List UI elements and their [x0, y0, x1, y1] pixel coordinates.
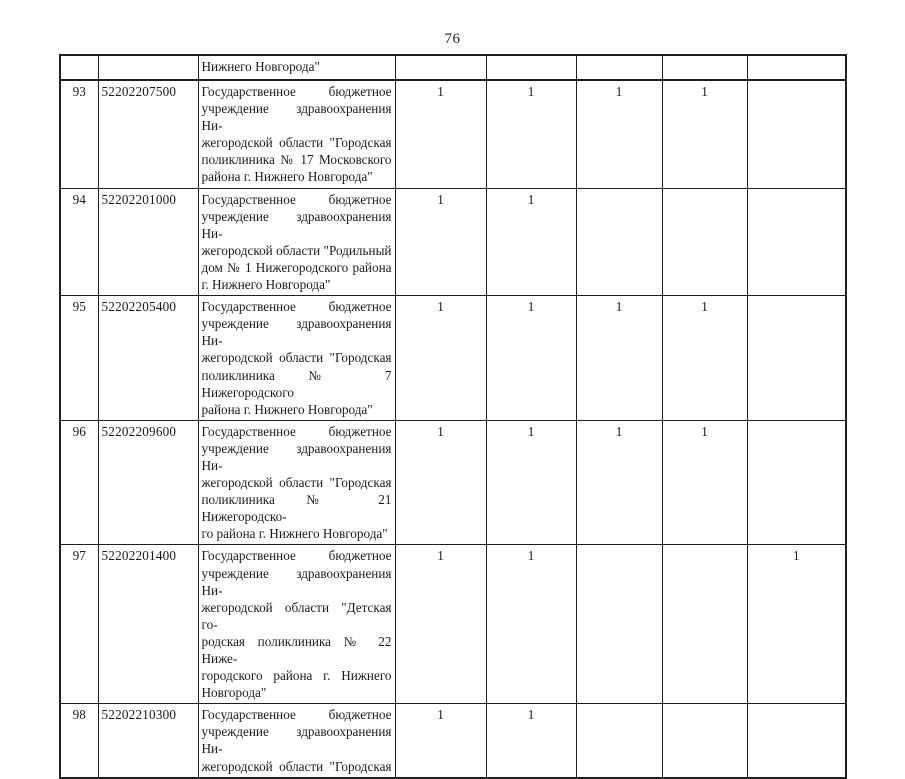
table-row	[60, 704, 846, 778]
row-number-cell: 98	[60, 704, 98, 778]
table-row	[60, 80, 846, 188]
row-number-cell	[60, 55, 98, 80]
institution-name-line: учреждение здравоохранения Ни-	[201, 101, 392, 134]
name-cell	[198, 296, 395, 421]
institution-name-line: родская поликлиника № 22 Ниже-	[201, 633, 392, 666]
institution-name-line: Государственное бюджетное	[201, 299, 392, 315]
value-cell: 1	[662, 296, 747, 421]
value-cell	[662, 545, 747, 704]
row-number-cell: 97	[60, 545, 98, 704]
institution-name-line: учреждение здравоохранения Ни-	[201, 316, 392, 349]
code-cell: 52202207500	[98, 80, 198, 188]
value-cell	[747, 80, 846, 188]
value-cell	[576, 188, 662, 296]
name-cell	[198, 55, 395, 80]
table-row	[60, 420, 846, 545]
institution-name-line: Государственное бюджетное	[201, 84, 392, 99]
value-cell	[576, 704, 662, 778]
code-cell	[98, 55, 198, 80]
institution-name-line: поликлиника № 7 Нижегородского	[201, 367, 392, 400]
table-row	[60, 296, 846, 421]
institution-name-line: дом № 1 Нижегородского района	[201, 259, 392, 275]
value-cell	[576, 545, 662, 704]
value-cell	[662, 704, 747, 778]
code-cell: 52202210300	[98, 704, 198, 778]
code-cell: 52202205400	[98, 296, 198, 421]
value-cell: 1	[395, 188, 486, 296]
institution-name-line: поликлиника № 17 Московского	[201, 152, 392, 168]
name-cell	[198, 80, 395, 188]
value-cell	[576, 55, 662, 80]
institution-name-line: учреждение здравоохранения Ни-	[201, 440, 392, 473]
table-row	[60, 545, 846, 704]
name-cell	[198, 545, 395, 704]
value-cell: 1	[486, 545, 576, 704]
value-cell: 1	[395, 420, 486, 545]
code-cell: 52202201400	[98, 545, 198, 704]
table-body	[60, 55, 846, 778]
row-number-cell: 95	[60, 296, 98, 421]
table-row-continuation	[60, 55, 846, 80]
institution-name-line: Государственное бюджетное	[201, 423, 392, 439]
name-cell	[198, 704, 395, 778]
row-number-cell: 96	[60, 420, 98, 545]
value-cell: 1	[486, 80, 576, 188]
value-cell: 1	[747, 545, 846, 704]
institution-name-line: учреждение здравоохранения Ни-	[201, 208, 392, 241]
value-cell: 1	[395, 545, 486, 704]
institution-name-line: учреждение здравоохранения Ни-	[201, 724, 392, 757]
institution-name-line: жегородской области "Городская	[201, 135, 392, 151]
institution-name-line: жегородской области "Детская го-	[201, 599, 392, 632]
institutions-table	[59, 54, 847, 779]
institution-name-line: поликлиника № 21 Нижегородско-	[201, 492, 392, 525]
value-cell	[747, 188, 846, 296]
table-row	[60, 188, 846, 296]
value-cell: 1	[395, 296, 486, 421]
value-cell: 1	[576, 296, 662, 421]
value-cell: 1	[576, 420, 662, 545]
row-number-cell: 93	[60, 80, 98, 188]
code-cell: 52202209600	[98, 420, 198, 545]
value-cell: 1	[486, 704, 576, 778]
institution-name-line: г. Нижнего Новгорода"	[201, 277, 331, 293]
institution-name-line: Государственное бюджетное	[201, 707, 392, 723]
value-cell	[395, 55, 486, 80]
value-cell: 1	[395, 80, 486, 188]
institution-name-line: жегородской области "Городская	[201, 758, 392, 774]
institution-name-line: Нижнего Новгорода"	[201, 59, 320, 74]
institution-name-line: жегородской области "Родильный	[201, 242, 392, 258]
value-cell	[662, 188, 747, 296]
value-cell: 1	[486, 420, 576, 545]
name-cell	[198, 188, 395, 296]
code-cell: 52202201000	[98, 188, 198, 296]
page-number: 76	[444, 31, 461, 47]
institution-name-line: жегородской области "Городская	[201, 350, 392, 366]
value-cell: 1	[576, 80, 662, 188]
institution-name-line: Государственное бюджетное	[201, 191, 392, 207]
value-cell: 1	[486, 188, 576, 296]
value-cell: 1	[662, 80, 747, 188]
institution-name-line: учреждение здравоохранения Ни-	[201, 565, 392, 598]
value-cell: 1	[486, 296, 576, 421]
institution-name-line: района г. Нижнего Новгорода"	[201, 401, 373, 417]
institution-name-line: го района г. Нижнего Новгорода"	[201, 526, 388, 542]
value-cell	[747, 420, 846, 545]
value-cell	[747, 55, 846, 80]
value-cell: 1	[395, 704, 486, 778]
row-number-cell: 94	[60, 188, 98, 296]
value-cell	[486, 55, 576, 80]
institution-name-line: Государственное бюджетное	[201, 548, 392, 564]
institution-name-line: городского района г. Нижнего	[201, 668, 392, 684]
value-cell	[747, 296, 846, 421]
value-cell	[662, 55, 747, 80]
name-cell	[198, 420, 395, 545]
institution-name-line: района г. Нижнего Новгорода"	[201, 169, 373, 185]
value-cell	[747, 704, 846, 778]
value-cell: 1	[662, 420, 747, 545]
institution-name-line: Новгорода"	[201, 685, 267, 701]
institution-name-line: жегородской области "Городская	[201, 475, 392, 491]
